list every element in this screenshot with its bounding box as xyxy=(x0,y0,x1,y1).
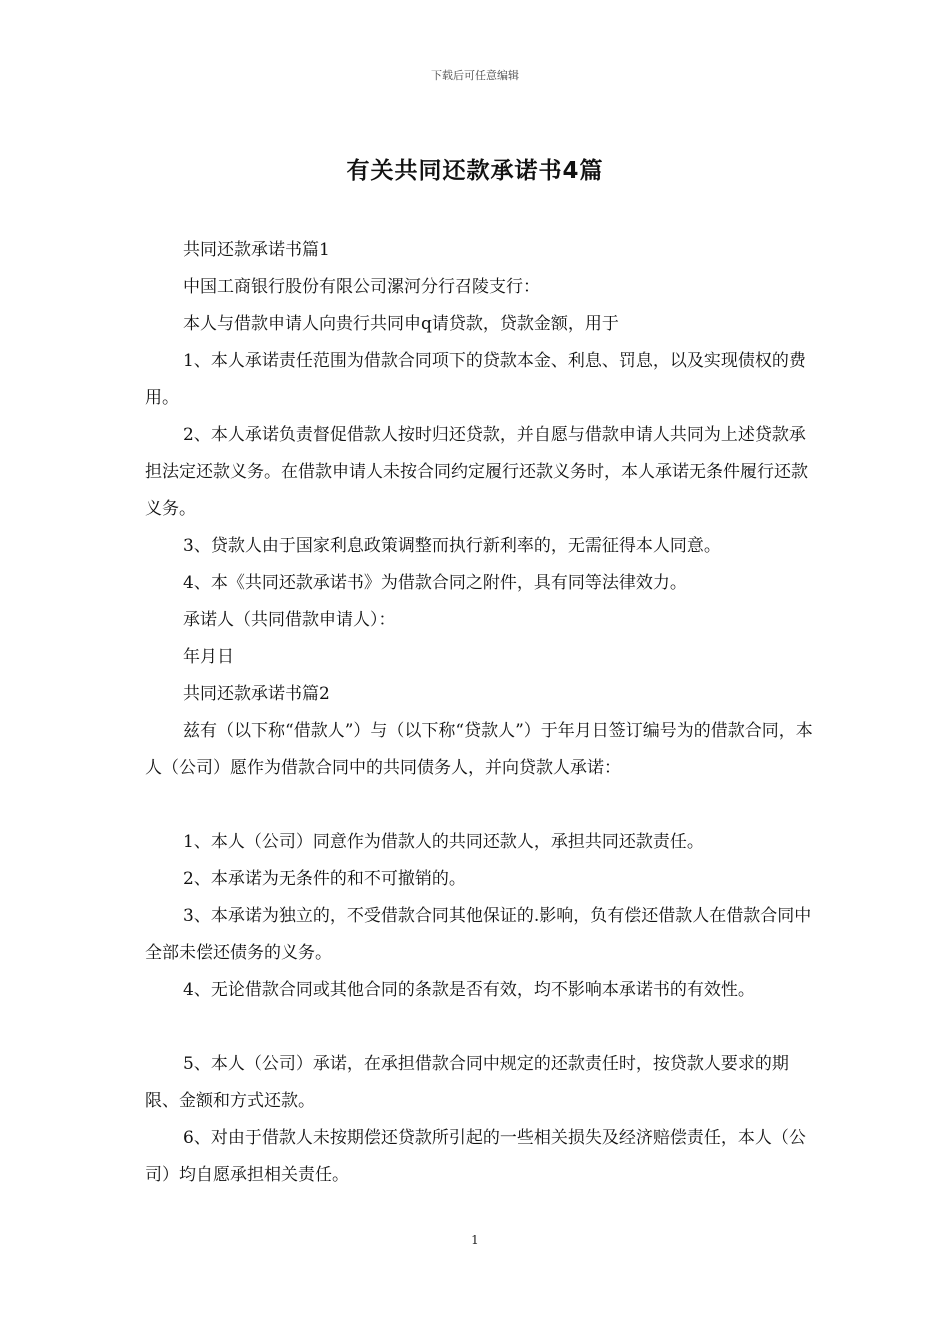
header-note: 下载后可任意编辑 xyxy=(431,69,519,82)
paragraph-intro: 本人与借款申请人向贵行共同申q请贷款，贷款金额，用于 xyxy=(183,314,619,334)
clause-2-6: 6、对由于借款人未按期偿还贷款所引起的一些相关损失及经济赔偿责任，本人（公司）均自愿承担相关责任。 xyxy=(145,1128,806,1185)
paragraph-preamble: 兹有（以下称“借款人”）与（以下称“贷款人”）于年月日签订编号为的借款合同，本人（公司）愿作为借款合同中的共同债务人，并向贷款人承诺： xyxy=(145,721,813,778)
addressee: 中国工商银行股份有限公司漯河分行召陵支行： xyxy=(183,277,540,297)
blank-line xyxy=(145,1009,813,1046)
clause-1: 1、本人承诺责任范围为借款合同项下的贷款本金、利息、罚息，以及实现债权的费用。 xyxy=(145,351,806,408)
clause-4: 4、本《共同还款承诺书》为借款合同之附件，具有同等法律效力。 xyxy=(183,573,687,593)
document-title: 有关共同还款承诺书4篇 xyxy=(346,158,604,184)
blank-line xyxy=(145,787,813,824)
clause-2: 2、本人承诺负责督促借款人按时归还贷款，并自愿与借款申请人共同为上述贷款承担法定还款义务。在借款申请人未按合同约定履行还款义务时，本人承诺无条件履行还款义务。 xyxy=(145,425,808,519)
clause-2-3: 3、本承诺为独立的，不受借款合同其他保证的.影响，负有偿还借款人在借款合同中全部未偿还债务的义务。 xyxy=(145,906,812,963)
signatory-line: 承诺人（共同借款申请人）： xyxy=(183,610,396,630)
page-number: 1 xyxy=(471,1233,479,1247)
clause-3: 3、贷款人由于国家利息政策调整而执行新利率的，无需征得本人同意。 xyxy=(183,536,721,556)
clause-2-2: 2、本承诺为无条件的和不可撤销的。 xyxy=(183,869,466,889)
clause-2-5: 5、本人（公司）承诺，在承担借款合同中规定的还款责任时，按贷款人要求的期限、金额和方式还款。 xyxy=(145,1054,789,1111)
clause-2-4: 4、无论借款合同或其他合同的条款是否有效，均不影响本承诺书的有效性。 xyxy=(183,980,755,1000)
section-heading-2: 共同还款承诺书篇2 xyxy=(183,684,330,704)
section-heading-1: 共同还款承诺书篇1 xyxy=(183,240,330,260)
clause-2-1: 1、本人（公司）同意作为借款人的共同还款人，承担共同还款责任。 xyxy=(183,832,704,852)
document-body xyxy=(145,232,813,1194)
date-line: 年月日 xyxy=(183,647,234,667)
